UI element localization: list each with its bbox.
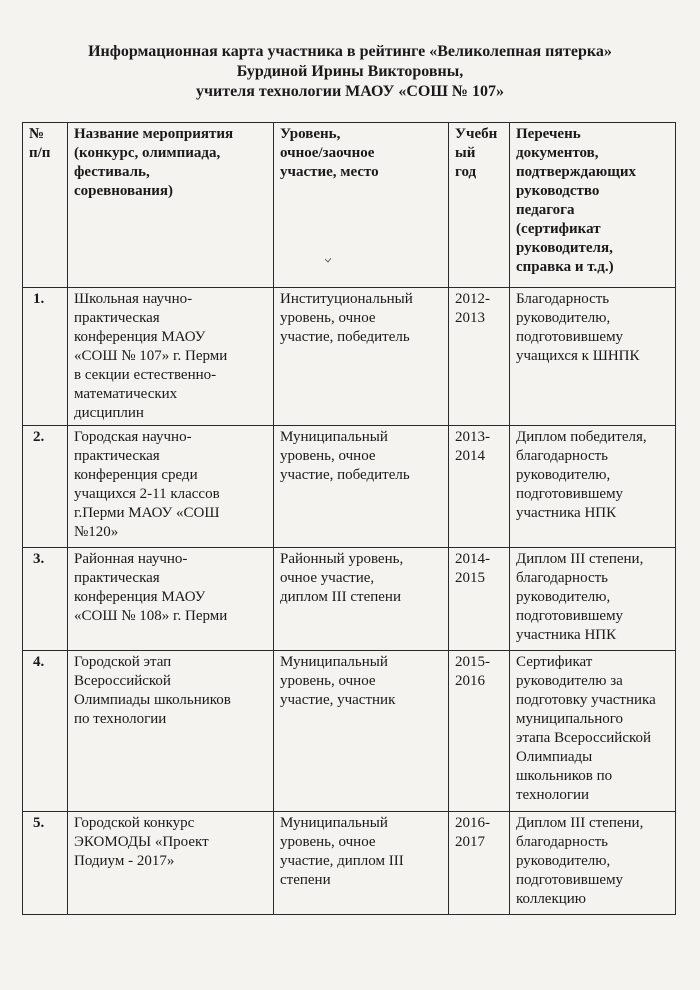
row-num: 1. (23, 288, 68, 426)
title-line-3: учителя технологии МАОУ «СОШ № 107» (196, 83, 504, 100)
document-title (0, 42, 700, 102)
row-level: Муниципальный уровень, очное участие, участник (274, 651, 449, 812)
row-num: 5. (23, 812, 68, 915)
title-line-2: Бурдиной Ирины Викторовны, (236, 63, 464, 80)
row-level: Муниципальный уровень, очное участие, победитель (274, 426, 449, 548)
header-level: Уровень, очное/заочное участие, место (274, 123, 449, 288)
row-num: 2. (23, 426, 68, 548)
row-year: 2013- 2014 (449, 426, 510, 548)
row-documents: Диплом победителя, благодарность руководителю, подготовившему участника НПК (510, 426, 676, 548)
row-year: 2015- 2016 (449, 651, 510, 812)
row-documents: Благодарность руководителю, подготовившему учащихся к ШНПК (510, 288, 676, 426)
row-event: Городской этап Всероссийской Олимпиады школьников по технологии (68, 651, 274, 812)
row-level: Институциональный уровень, очное участие, победитель (274, 288, 449, 426)
row-level: Муниципальный уровень, очное участие, диплом III степени (274, 812, 449, 915)
header-num: № п/п (23, 123, 68, 288)
row-documents: Сертификат руководителю за подготовку участника муниципального этапа Всероссийской Олимпиады школьников по технологии (510, 651, 676, 812)
row-event: Районная научно- практическая конференция МАОУ «СОШ № 108» г. Перми (68, 548, 274, 651)
row-year: 2012- 2013 (449, 288, 510, 426)
row-documents: Диплом III степени, благодарность руководителю, подготовившему участника НПК (510, 548, 676, 651)
header-event: Название мероприятия (конкурс, олимпиада, фестиваль, соревнования) (68, 123, 274, 288)
row-year: 2016- 2017 (449, 812, 510, 915)
row-year: 2014- 2015 (449, 548, 510, 651)
table-header-row (23, 123, 676, 288)
table-row (23, 288, 676, 426)
title-line-1: Информационная карта участника в рейтинге «Великолепная пятерка» (88, 43, 612, 60)
row-num: 4. (23, 651, 68, 812)
row-event: Городская научно- практическая конференция среди учащихся 2-11 классов г.Перми МАОУ «СОШ №120» (68, 426, 274, 548)
header-documents: Перечень документов, подтверждающих руководство педагога (сертификат руководителя, справка и т.д.) (510, 123, 676, 288)
ink-speck-mark (325, 258, 331, 263)
header-year: Учебн ый год (449, 123, 510, 288)
table-row (23, 426, 676, 548)
row-documents: Диплом III степени, благодарность руководителю, подготовившему коллекцию (510, 812, 676, 915)
row-num: 3. (23, 548, 68, 651)
row-event: Городской конкурс ЭКОМОДЫ «Проект Подиум - 2017» (68, 812, 274, 915)
table-row (23, 651, 676, 812)
table-row (23, 812, 676, 915)
participation-table (22, 122, 676, 915)
table-row (23, 548, 676, 651)
row-level: Районный уровень, очное участие, диплом III степени (274, 548, 449, 651)
row-event: Школьная научно- практическая конференция МАОУ «СОШ № 107» г. Перми в секции естественно- математических дисциплин (68, 288, 274, 426)
